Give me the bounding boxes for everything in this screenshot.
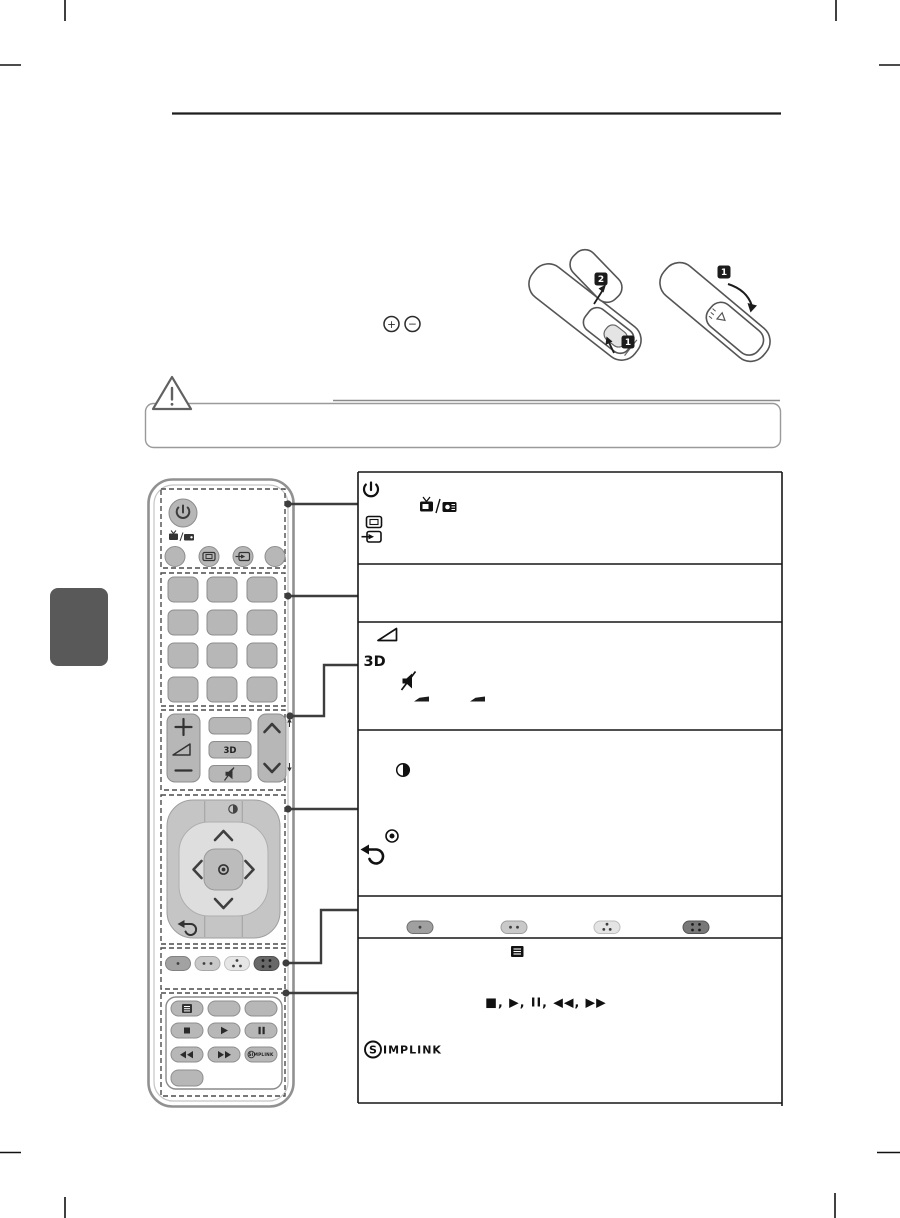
step-1-badge (622, 336, 635, 349)
blue-button (683, 921, 709, 934)
tv-radio-button (165, 547, 185, 567)
number-button (247, 577, 277, 602)
power-button (169, 499, 197, 527)
ratio-icon (367, 517, 382, 528)
battery-plus-symbol: + (387, 318, 396, 331)
stop-icon (184, 1028, 190, 1034)
list-icon (182, 1004, 192, 1013)
table-row-media (365, 946, 607, 1058)
blue-button (254, 957, 279, 971)
number-button (247, 643, 277, 668)
simplink-logo (365, 1042, 442, 1058)
fav-button (209, 718, 251, 735)
fast-forward-button (208, 1047, 240, 1062)
battery-polarity (384, 317, 420, 332)
ok-icon (386, 830, 398, 842)
green-button (195, 957, 220, 971)
simplink-logo-s: S (369, 1043, 377, 1057)
threed-button (209, 742, 251, 759)
app-button (245, 1001, 277, 1016)
media-sequence: ■, ▶, II, ◀◀, ▶▶ (485, 994, 607, 1010)
warning-icon (153, 377, 191, 409)
number-button (247, 677, 277, 702)
back-icon (361, 845, 384, 864)
red-button (407, 921, 433, 934)
ratio-button (199, 547, 219, 567)
number-button (207, 677, 237, 702)
energy-saving-button (265, 547, 285, 567)
caution-block (146, 377, 781, 448)
list-icon (511, 946, 524, 957)
yellow-button (594, 921, 620, 934)
number-button (168, 610, 198, 635)
flag-icon (470, 697, 485, 702)
nav-pad (167, 800, 280, 938)
input-button (233, 547, 253, 567)
yellow-button (225, 957, 250, 971)
flag-icon (414, 697, 429, 702)
step-2-number: 2 (597, 275, 605, 286)
pause-button (245, 1023, 277, 1038)
step-1-number: 1 (720, 268, 728, 279)
mute-button (209, 766, 251, 783)
caution-box (146, 404, 781, 448)
list-button (171, 1001, 203, 1016)
number-button (168, 677, 198, 702)
table-row-colors (407, 921, 709, 934)
input-icon (362, 532, 382, 543)
volume-slope-icon (378, 629, 397, 641)
remote-illustration (149, 480, 294, 1107)
green-button (501, 921, 527, 934)
channel-rocker (258, 714, 286, 782)
number-button (207, 577, 237, 602)
number-button (207, 610, 237, 635)
chapter-tab (50, 588, 108, 666)
number-button (207, 643, 237, 668)
step-1-badge (718, 266, 731, 279)
table-threed-label: 3D (363, 654, 386, 670)
number-button (247, 610, 277, 635)
ok-button (204, 849, 243, 890)
table-row-power (362, 483, 457, 543)
number-button (168, 643, 198, 668)
table-row-volume (364, 629, 486, 702)
simplink-button-label: SIMPLINK (248, 1053, 274, 1059)
number-button (168, 577, 198, 602)
battery-illustration-close (653, 256, 777, 369)
battery-minus-symbol: − (408, 318, 417, 331)
rewind-button (171, 1047, 203, 1062)
tv-radio-icon (420, 497, 457, 513)
exit-button (171, 1070, 203, 1086)
stop-button (171, 1023, 203, 1038)
mute-icon (402, 672, 416, 691)
simplink-logo-rest: IMPLINK (383, 1043, 442, 1057)
simplink-button (245, 1047, 277, 1062)
description-table (358, 472, 782, 1106)
guide-button (208, 1001, 240, 1016)
volume-rocker (167, 714, 200, 782)
threed-button-label: 3D (223, 746, 237, 756)
battery-illustration-open (522, 245, 648, 367)
red-button (166, 957, 191, 971)
power-icon (364, 483, 378, 497)
step-2-badge (595, 273, 608, 286)
step-1-number: 1 (624, 338, 632, 349)
play-button (208, 1023, 240, 1038)
table-row-navigation (361, 764, 410, 864)
quick-view-icon (397, 764, 410, 777)
